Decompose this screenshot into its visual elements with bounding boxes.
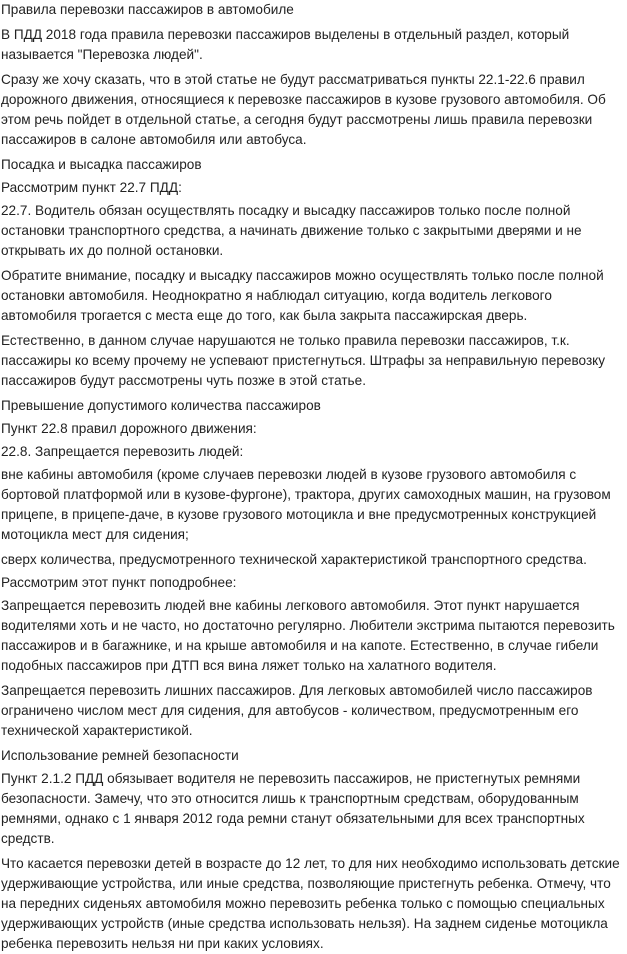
section-heading: Использование ремней безопасности (1, 748, 239, 763)
paragraph: Пункт 2.1.2 ПДД обязывает водителя не перевозить пассажиров, не пристегнутых ремнями безопасности. Замечу, что это относится лишь к транспортным средствам, оборудованным ремнями, однако с 1 января 2012 года ремни станут обязательными для всех транспортных средств. (1, 771, 585, 846)
paragraph: Запрещается перевозить лишних пассажиров. Для легковых автомобилей число пассажиров ограничено числом мест для сидения, для автобусов - количеством, предусмотренным его технической характеристикой. (1, 683, 593, 738)
paragraph: Запрещается перевозить людей вне кабины легкового автомобиля. Этот пункт нарушается водителями хоть и не часто, но достаточно регулярно. Любители экстрима пытаются перевозить пассажиров и в багажнике, и на крыше автомобиля и на капоте. Естественно, в случае гибели подобных пассажиров при ДТП вся вина ляжет только на халатного водителя. (1, 598, 615, 673)
paragraph: Рассмотрим этот пункт поподробнее: (1, 575, 237, 590)
article-title: Правила перевозки пассажиров в автомобиле (1, 2, 294, 17)
paragraph: 22.7. Водитель обязан осуществлять посадку и высадку пассажиров только после полной остановки транспортного средства, а начинать движение только с закрытыми дверями и не открывать их до полной остановки. (1, 203, 582, 258)
section-heading: Превышение допустимого количества пассажиров (1, 398, 321, 413)
paragraph: Рассмотрим пункт 22.7 ПДД: (1, 180, 182, 195)
paragraph: Сразу же хочу сказать, что в этой статье не будут рассматриваться пункты 22.1-22.6 правил дорожного движения, относящиеся к перевозке пассажиров в кузове грузового автомобиля. Об этом речь пойдет в отдельной статье, а сегодня будут рассмотрены лишь правила перевозки пассажиров в салоне автомобиля или автобуса. (1, 72, 606, 147)
paragraph: Обратите внимание, посадку и высадку пассажиров можно осуществлять только после полной остановки автомобиля. Неоднократно я наблюдал ситуацию, когда водитель легкового автомобиля трогается с места еще до того, как была закрыта пассажирская дверь. (1, 268, 604, 323)
paragraph: В ПДД 2018 года правила перевозки пассажиров выделены в отдельный раздел, который называется "Перевозка людей". (1, 27, 570, 62)
paragraph: Естественно, в данном случае нарушаются не только правила перевозки пассажиров, т.к. пассажиры ко всему прочему не успевают пристегнуться. Штрафы за неправильную перевозку пассажиров будут рассмотрены чуть позже в этой статье. (1, 333, 606, 388)
paragraph: Пункт 22.8 правил дорожного движения: (1, 421, 257, 436)
list-item: вне кабины автомобиля (кроме случаев перевозки людей в кузове грузового автомобиля с бортовой платформой или в кузове-фургоне), трактора, других самоходных машин, на грузовом прицепе, в прицепе-даче, в кузове грузового мотоцикла и вне предусмотренных конструкцией мотоцикла мест для сидения; (1, 467, 611, 542)
paragraph: 22.8. Запрещается перевозить людей: (1, 444, 244, 459)
list-item: сверх количества, предусмотренного технической характеристикой транспортного средства. (1, 552, 587, 567)
section-heading: Посадка и высадка пассажиров (1, 157, 202, 172)
paragraph: Что касается перевозки детей в возрасте до 12 лет, то для них необходимо использовать детские удерживающие устройства, или иные средства, позволяющие пристегнуть ребенка. Отмечу, что на передних сиденьях автомобиля можно перевозить ребенка только с помощью специальных удерживающих устройств (иные средства использовать нельзя). На заднем сиденье мотоцикла ребенка перевозить нельзя ни при каких условиях. (1, 856, 620, 951)
